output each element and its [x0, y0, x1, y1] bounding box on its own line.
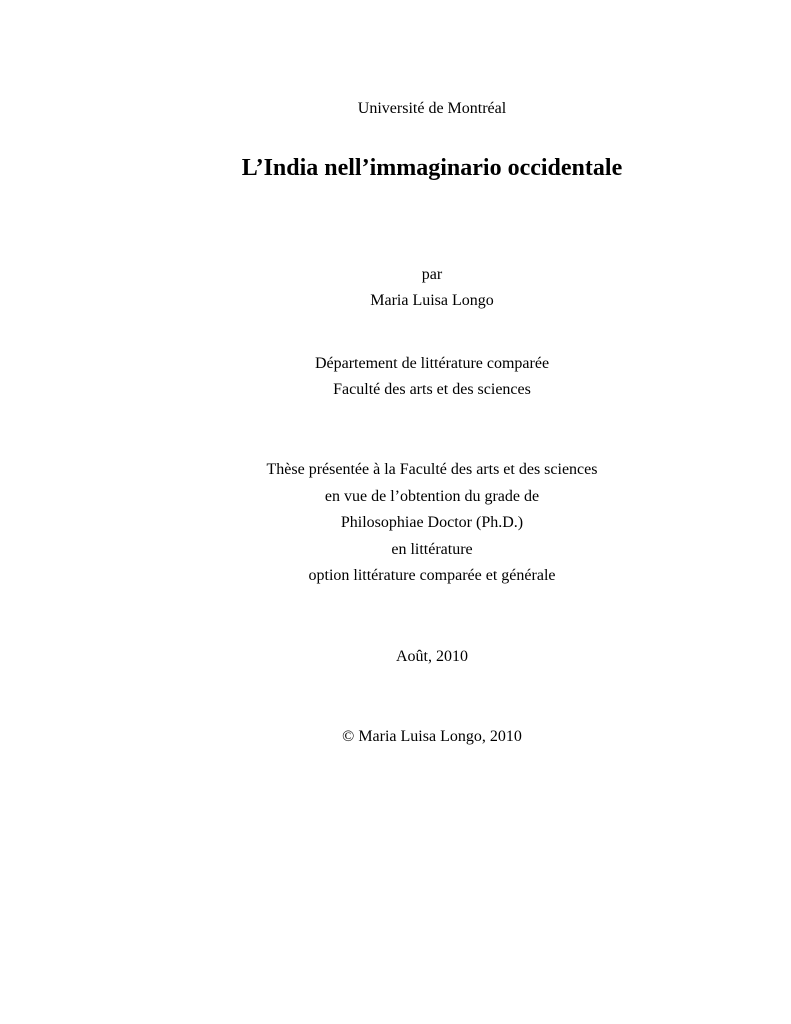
submission-date: Août, 2010: [396, 648, 468, 665]
degree-field: en littérature: [391, 541, 473, 558]
by-label: par: [421, 266, 443, 283]
department-name: Département de littérature comparée: [314, 355, 550, 372]
author-name: Maria Luisa Longo: [370, 292, 494, 309]
degree-name: Philosophiae Doctor (Ph.D.): [340, 514, 524, 531]
copyright-notice: © Maria Luisa Longo, 2010: [342, 728, 522, 745]
degree-option: option littérature comparée et générale: [308, 567, 556, 584]
faculty-name: Faculté des arts et des sciences: [333, 381, 531, 398]
university-name: Université de Montréal: [357, 100, 507, 117]
thesis-title: L’India nell’immaginario occidentale: [241, 155, 623, 181]
thesis-statement-line-2: en vue de l’obtention du grade de: [324, 488, 540, 505]
thesis-statement-line-1: Thèse présentée à la Faculté des arts et des sciences: [266, 461, 598, 478]
